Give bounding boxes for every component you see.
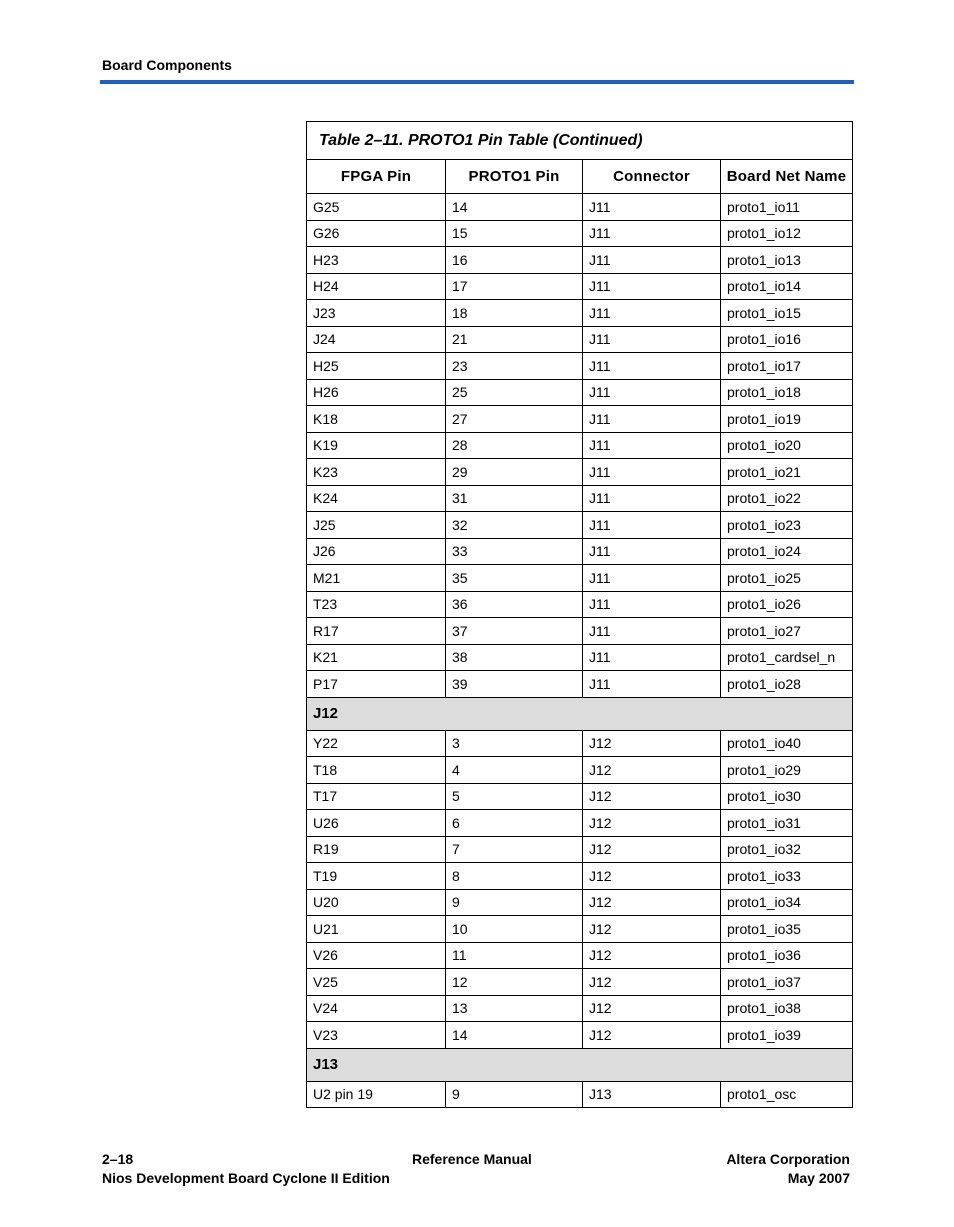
cell-board-net-name: proto1_io35 [721, 916, 853, 943]
cell-proto1-pin: 38 [446, 644, 583, 671]
cell-fpga-pin: T17 [307, 783, 446, 810]
cell-board-net-name: proto1_io30 [721, 783, 853, 810]
table-row [307, 730, 853, 757]
cell-fpga-pin: J23 [307, 300, 446, 327]
cell-proto1-pin: 39 [446, 671, 583, 698]
cell-proto1-pin: 14 [446, 1022, 583, 1049]
footer-page-number: 2–18 [102, 1151, 134, 1167]
cell-fpga-pin: T18 [307, 757, 446, 784]
cell-proto1-pin: 10 [446, 916, 583, 943]
cell-fpga-pin: V25 [307, 969, 446, 996]
cell-proto1-pin: 25 [446, 379, 583, 406]
cell-proto1-pin: 28 [446, 432, 583, 459]
cell-fpga-pin: Y22 [307, 730, 446, 757]
cell-board-net-name: proto1_io34 [721, 889, 853, 916]
cell-connector: J12 [583, 1022, 721, 1049]
cell-fpga-pin: U26 [307, 810, 446, 837]
table-row [307, 1022, 853, 1049]
cell-fpga-pin: M21 [307, 565, 446, 592]
cell-board-net-name: proto1_io32 [721, 836, 853, 863]
cell-proto1-pin: 12 [446, 969, 583, 996]
cell-board-net-name: proto1_io36 [721, 942, 853, 969]
cell-connector: J11 [583, 220, 721, 247]
table-row [307, 565, 853, 592]
table-row [307, 995, 853, 1022]
table-row [307, 942, 853, 969]
cell-proto1-pin: 23 [446, 353, 583, 380]
cell-connector: J11 [583, 247, 721, 274]
cell-proto1-pin: 6 [446, 810, 583, 837]
cell-board-net-name: proto1_io19 [721, 406, 853, 433]
cell-proto1-pin: 17 [446, 273, 583, 300]
cell-board-net-name: proto1_io40 [721, 730, 853, 757]
cell-fpga-pin: G26 [307, 220, 446, 247]
table-row [307, 671, 853, 698]
table-row [307, 916, 853, 943]
table-row [307, 591, 853, 618]
cell-connector: J11 [583, 353, 721, 380]
cell-connector: J11 [583, 432, 721, 459]
cell-board-net-name: proto1_io25 [721, 565, 853, 592]
table-row [307, 644, 853, 671]
header-rule [100, 80, 854, 84]
cell-proto1-pin: 32 [446, 512, 583, 539]
footer-date: May 2007 [787, 1170, 850, 1186]
cell-board-net-name: proto1_osc [721, 1081, 853, 1108]
cell-connector: J11 [583, 406, 721, 433]
cell-connector: J12 [583, 810, 721, 837]
cell-board-net-name: proto1_io39 [721, 1022, 853, 1049]
cell-board-net-name: proto1_io16 [721, 326, 853, 353]
cell-board-net-name: proto1_io33 [721, 863, 853, 890]
cell-connector: J12 [583, 916, 721, 943]
cell-board-net-name: proto1_io14 [721, 273, 853, 300]
cell-connector: J11 [583, 618, 721, 645]
cell-connector: J12 [583, 730, 721, 757]
cell-board-net-name: proto1_io13 [721, 247, 853, 274]
cell-fpga-pin: K21 [307, 644, 446, 671]
cell-fpga-pin: V24 [307, 995, 446, 1022]
cell-proto1-pin: 37 [446, 618, 583, 645]
cell-proto1-pin: 14 [446, 194, 583, 221]
cell-board-net-name: proto1_io18 [721, 379, 853, 406]
cell-connector: J11 [583, 459, 721, 486]
cell-fpga-pin: H25 [307, 353, 446, 380]
cell-connector: J11 [583, 565, 721, 592]
table-row [307, 810, 853, 837]
cell-proto1-pin: 16 [446, 247, 583, 274]
running-header-title: Board Components [102, 57, 232, 73]
table-row [307, 618, 853, 645]
cell-proto1-pin: 33 [446, 538, 583, 565]
table-row [307, 783, 853, 810]
cell-connector: J12 [583, 995, 721, 1022]
table-row [307, 512, 853, 539]
table-row [307, 757, 853, 784]
cell-board-net-name: proto1_io12 [721, 220, 853, 247]
cell-board-net-name: proto1_io26 [721, 591, 853, 618]
cell-proto1-pin: 31 [446, 485, 583, 512]
cell-fpga-pin: K23 [307, 459, 446, 486]
cell-fpga-pin: U2 pin 19 [307, 1081, 446, 1108]
cell-fpga-pin: G25 [307, 194, 446, 221]
footer-manual-type: Reference Manual [412, 1151, 532, 1167]
cell-connector: J11 [583, 538, 721, 565]
column-header-board-net-name: Board Net Name [721, 160, 853, 194]
column-header-proto1-pin: PROTO1 Pin [446, 160, 583, 194]
cell-connector: J12 [583, 836, 721, 863]
cell-connector: J11 [583, 591, 721, 618]
footer-company: Altera Corporation [726, 1151, 850, 1167]
table-row [307, 353, 853, 380]
cell-fpga-pin: U21 [307, 916, 446, 943]
cell-board-net-name: proto1_io31 [721, 810, 853, 837]
cell-fpga-pin: H23 [307, 247, 446, 274]
table-row [307, 969, 853, 996]
cell-proto1-pin: 8 [446, 863, 583, 890]
table-row [307, 194, 853, 221]
table-row [307, 220, 853, 247]
cell-fpga-pin: K24 [307, 485, 446, 512]
table-row [307, 300, 853, 327]
cell-fpga-pin: T23 [307, 591, 446, 618]
cell-board-net-name: proto1_io38 [721, 995, 853, 1022]
table-row [307, 406, 853, 433]
cell-connector: J11 [583, 485, 721, 512]
cell-fpga-pin: J25 [307, 512, 446, 539]
cell-board-net-name: proto1_io29 [721, 757, 853, 784]
cell-fpga-pin: J26 [307, 538, 446, 565]
cell-connector: J11 [583, 512, 721, 539]
cell-fpga-pin: T19 [307, 863, 446, 890]
cell-proto1-pin: 9 [446, 1081, 583, 1108]
table-caption: Table 2–11. PROTO1 Pin Table (Continued) [307, 122, 853, 160]
column-header-connector: Connector [583, 160, 721, 194]
cell-connector: J11 [583, 671, 721, 698]
table-row [307, 1081, 853, 1108]
cell-fpga-pin: U20 [307, 889, 446, 916]
cell-connector: J11 [583, 194, 721, 221]
cell-board-net-name: proto1_io22 [721, 485, 853, 512]
cell-board-net-name: proto1_io11 [721, 194, 853, 221]
section-label: J12 [307, 697, 853, 730]
table-row [307, 538, 853, 565]
cell-connector: J11 [583, 644, 721, 671]
cell-fpga-pin: J24 [307, 326, 446, 353]
cell-fpga-pin: K18 [307, 406, 446, 433]
cell-connector: J12 [583, 889, 721, 916]
cell-proto1-pin: 3 [446, 730, 583, 757]
cell-proto1-pin: 21 [446, 326, 583, 353]
cell-connector: J12 [583, 757, 721, 784]
table-row [307, 379, 853, 406]
table-row [307, 273, 853, 300]
cell-proto1-pin: 35 [446, 565, 583, 592]
table-body [307, 194, 853, 1108]
footer-book-title: Nios Development Board Cyclone II Edition [102, 1170, 390, 1186]
cell-board-net-name: proto1_io27 [721, 618, 853, 645]
cell-board-net-name: proto1_io24 [721, 538, 853, 565]
cell-proto1-pin: 7 [446, 836, 583, 863]
cell-connector: J12 [583, 969, 721, 996]
cell-board-net-name: proto1_cardsel_n [721, 644, 853, 671]
cell-board-net-name: proto1_io37 [721, 969, 853, 996]
cell-fpga-pin: P17 [307, 671, 446, 698]
cell-proto1-pin: 13 [446, 995, 583, 1022]
cell-board-net-name: proto1_io28 [721, 671, 853, 698]
column-header-fpga-pin: FPGA Pin [307, 160, 446, 194]
cell-fpga-pin: H26 [307, 379, 446, 406]
cell-proto1-pin: 36 [446, 591, 583, 618]
cell-board-net-name: proto1_io21 [721, 459, 853, 486]
cell-connector: J13 [583, 1081, 721, 1108]
table-row [307, 485, 853, 512]
cell-connector: J12 [583, 863, 721, 890]
cell-connector: J11 [583, 379, 721, 406]
cell-proto1-pin: 4 [446, 757, 583, 784]
cell-fpga-pin: K19 [307, 432, 446, 459]
cell-fpga-pin: V26 [307, 942, 446, 969]
table-row [307, 247, 853, 274]
section-label: J13 [307, 1048, 853, 1081]
cell-proto1-pin: 18 [446, 300, 583, 327]
cell-connector: J12 [583, 942, 721, 969]
cell-board-net-name: proto1_io23 [721, 512, 853, 539]
table-row [307, 836, 853, 863]
table-row [307, 459, 853, 486]
table-row [307, 432, 853, 459]
cell-connector: J11 [583, 300, 721, 327]
cell-connector: J11 [583, 326, 721, 353]
cell-connector: J12 [583, 783, 721, 810]
section-row [307, 1048, 853, 1081]
cell-proto1-pin: 15 [446, 220, 583, 247]
cell-board-net-name: proto1_io15 [721, 300, 853, 327]
cell-proto1-pin: 27 [446, 406, 583, 433]
table-row [307, 889, 853, 916]
table-row [307, 326, 853, 353]
cell-connector: J11 [583, 273, 721, 300]
cell-proto1-pin: 11 [446, 942, 583, 969]
cell-fpga-pin: R19 [307, 836, 446, 863]
cell-proto1-pin: 9 [446, 889, 583, 916]
proto1-pin-table [306, 121, 853, 1108]
cell-board-net-name: proto1_io20 [721, 432, 853, 459]
section-row [307, 697, 853, 730]
cell-proto1-pin: 5 [446, 783, 583, 810]
table-row [307, 863, 853, 890]
cell-proto1-pin: 29 [446, 459, 583, 486]
cell-fpga-pin: H24 [307, 273, 446, 300]
cell-fpga-pin: V23 [307, 1022, 446, 1049]
cell-fpga-pin: R17 [307, 618, 446, 645]
cell-board-net-name: proto1_io17 [721, 353, 853, 380]
